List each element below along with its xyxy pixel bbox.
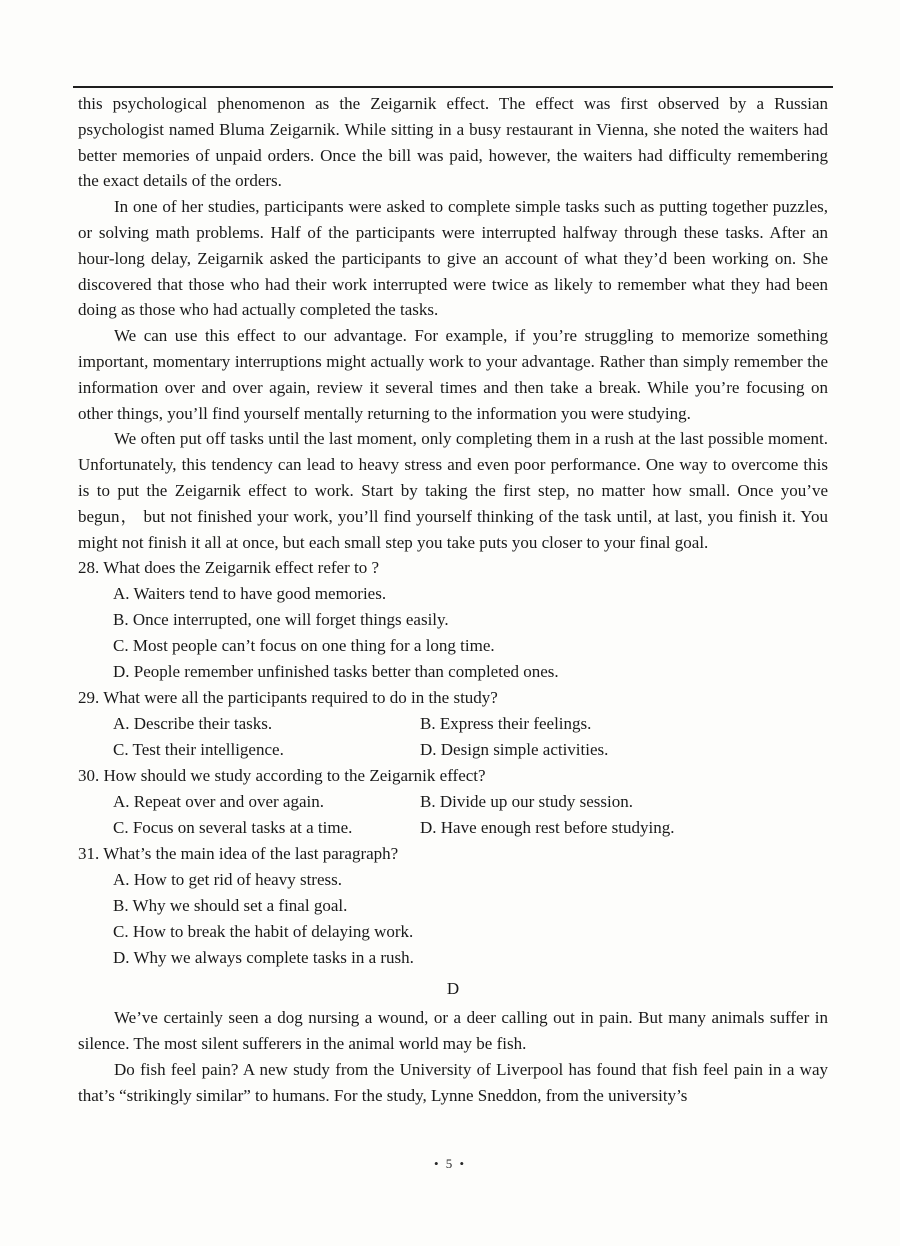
question-28-option-b: B. Once interrupted, one will forget things easily.	[113, 610, 449, 630]
question-31-options	[78, 867, 828, 971]
question-28-text: What does the Zeigarnik effect refer to ?	[103, 558, 379, 578]
passage-paragraph-3: We can use this effect to our advantage. For example, if you’re struggling to memorize something important, momentary interruptions might actually work to your advantage. Rather than simply remember the information over and over again, review it several times and then take a break. While you’re focusing on other things, you’ll find yourself mentally returning to the information you were studying.	[78, 326, 828, 423]
question-31-text: What’s the main idea of the last paragraph?	[103, 844, 399, 864]
question-31-option-c: C. How to break the habit of delaying work.	[113, 922, 414, 942]
question-31-stem	[78, 841, 828, 867]
question-28-option-a: A. Waiters tend to have good memories.	[113, 584, 387, 604]
passage-paragraph-4: We often put off tasks until the last moment, only completing them in a rush at the last possible moment. Unfortunately, this tendency can lead to heavy stress and even poor performance. One way to overcome this is to put the Zeigarnik effect to work. Start by taking the first step, no matter how small. Once you’ve begun， but not finished your work, you’ll find yourself thinking of the task until, at last, you finish it. You might not finish it all at once, but each small step you take puts you closer to your final goal.	[78, 429, 828, 552]
question-30-text: How should we study according to the Zeigarnik effect?	[103, 766, 486, 786]
question-28-option-d: D. People remember unfinished tasks better than completed ones.	[113, 662, 559, 682]
question-29-text: What were all the participants required to do in the study?	[103, 688, 498, 708]
question-30-option-a: A. Repeat over and over again.	[113, 792, 324, 812]
question-30-options	[78, 789, 828, 841]
question-29-option-c: C. Test their intelligence.	[113, 740, 284, 760]
question-29	[78, 685, 828, 763]
section-d-paragraph-1: We’ve certainly seen a dog nursing a wound, or a deer calling out in pain. But many animals suffer in silence. The most silent sufferers in the animal world may be fish.	[78, 1008, 828, 1054]
question-31-option-d: D. Why we always complete tasks in a rush.	[113, 948, 414, 968]
passage-paragraph-1: this psychological phenomenon as the Zeigarnik effect. The effect was first observed by a Russian psychologist named Bluma Zeigarnik. While sitting in a busy restaurant in Vienna, she noted the waiters had better memories of unpaid orders. Once the bill was paid, however, the waiters had difficulty remembering the exact details of the orders.	[78, 94, 828, 191]
question-29-option-b: B. Express their feelings.	[420, 714, 592, 734]
question-30-stem	[78, 763, 828, 789]
question-30-option-d: D. Have enough rest before studying.	[420, 818, 675, 838]
question-31	[78, 841, 828, 971]
question-28	[78, 555, 828, 685]
header-rule	[73, 86, 833, 88]
question-29-option-a: A. Describe their tasks.	[113, 714, 273, 734]
passage-paragraph-2: In one of her studies, participants were asked to complete simple tasks such as putting together puzzles, or solving math problems. Half of the participants were interrupted halfway through these tasks. After an hour-long delay, Zeigarnik asked the participants to give an account of what they’d been working on. She discovered that those who had their work interrupted were twice as likely to remember what they had been doing as those who had actually completed the tasks.	[78, 197, 828, 320]
question-30-number: 30.	[78, 766, 100, 786]
question-30	[78, 763, 828, 841]
question-29-option-d: D. Design simple activities.	[420, 740, 609, 760]
question-28-stem	[78, 555, 828, 581]
page-number: • 5 •	[433, 1156, 467, 1171]
question-31-option-b: B. Why we should set a final goal.	[113, 896, 348, 916]
question-28-number: 28.	[78, 558, 100, 578]
question-29-number: 29.	[78, 688, 100, 708]
question-31-option-a: A. How to get rid of heavy stress.	[113, 870, 342, 890]
page-content	[78, 86, 828, 1109]
section-d-paragraph-2: Do fish feel pain? A new study from the University of Liverpool has found that fish feel pain in a way that’s “strikingly similar” to humans. For the study, Lynne Sneddon, from the university’s	[78, 1059, 828, 1105]
question-29-stem	[78, 685, 828, 711]
question-30-option-b: B. Divide up our study session.	[420, 792, 633, 812]
question-29-options	[78, 711, 828, 763]
question-28-option-c: C. Most people can’t focus on one thing for a long time.	[113, 636, 495, 656]
question-30-option-c: C. Focus on several tasks at a time.	[113, 818, 353, 838]
question-31-number: 31.	[78, 844, 100, 864]
section-d-heading: D	[446, 979, 460, 999]
question-28-options	[78, 581, 828, 685]
